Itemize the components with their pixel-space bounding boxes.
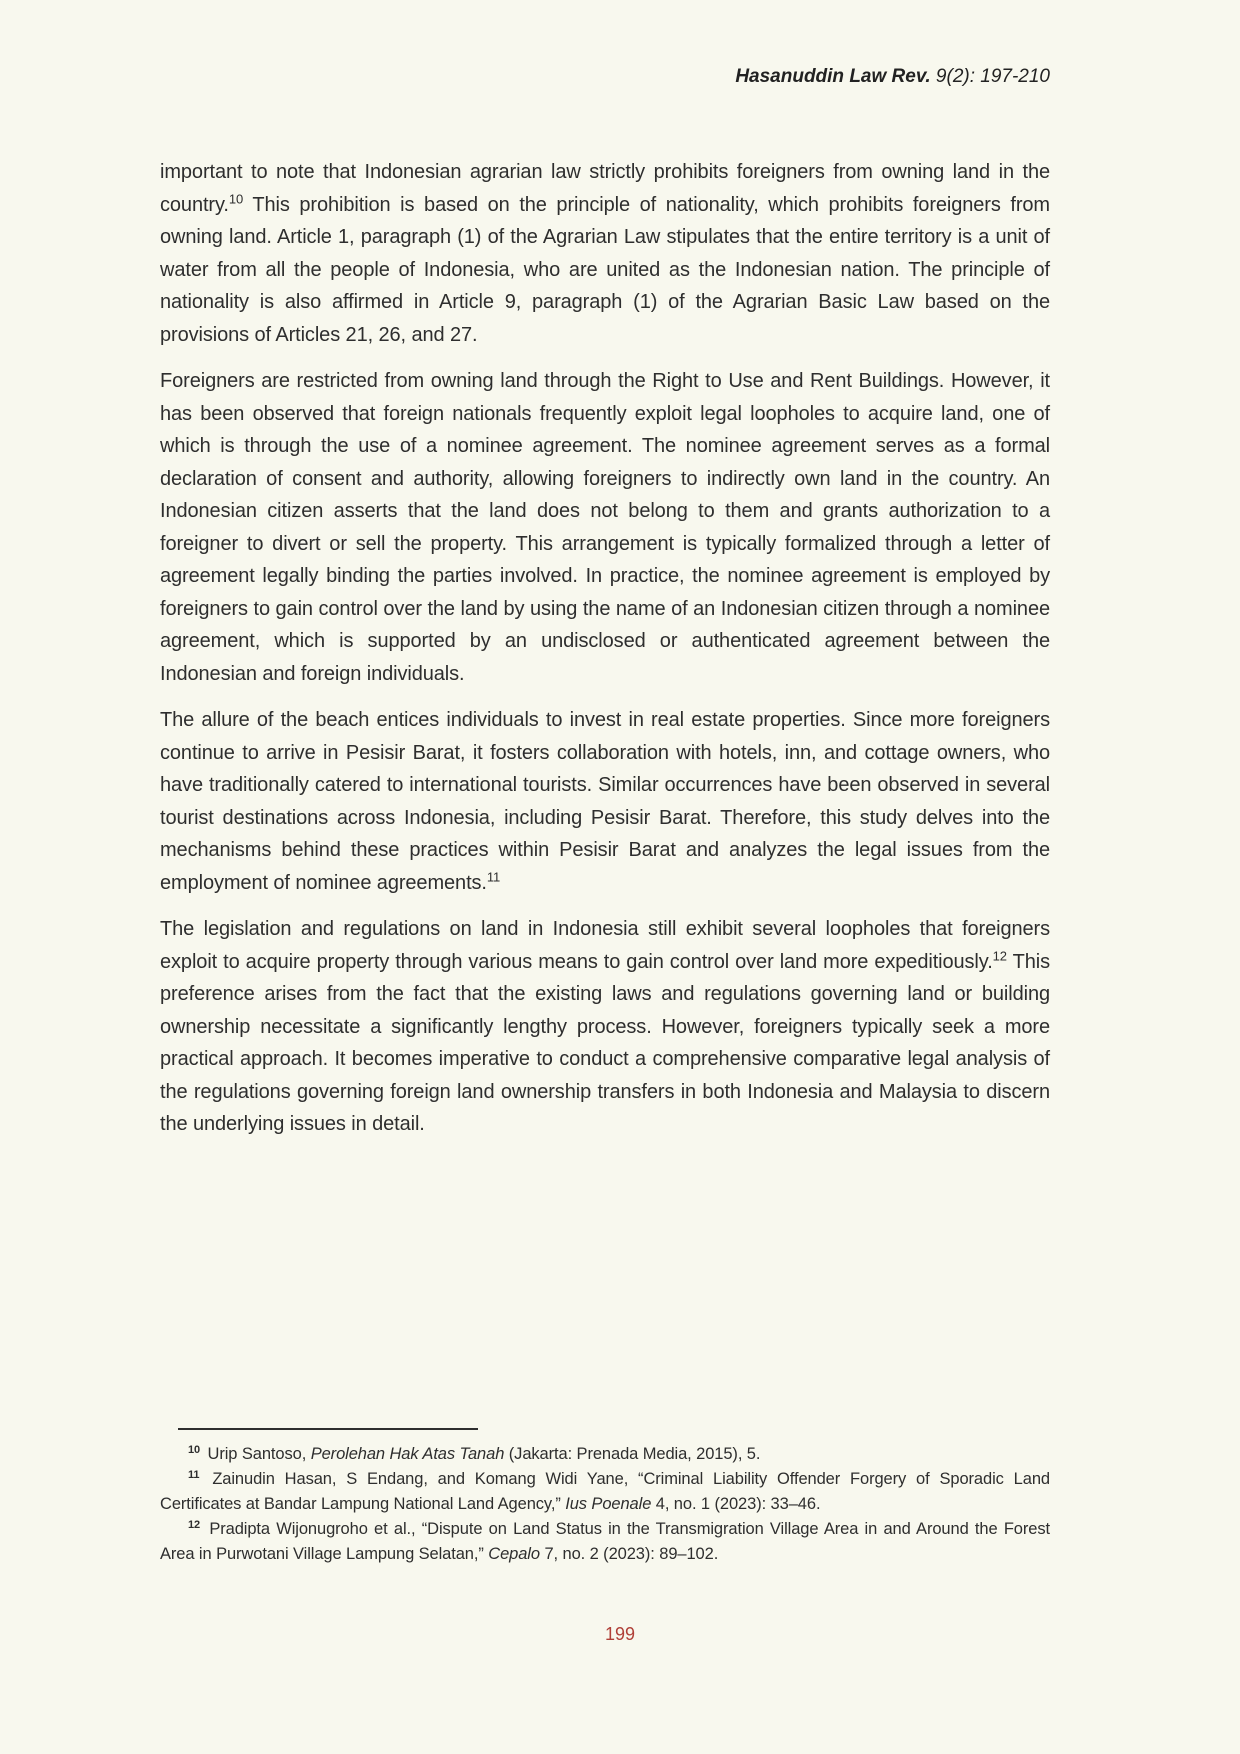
body-paragraph	[160, 704, 1050, 899]
text-segment: This preference arises from the fact that the existing laws and regulations governing land or building ownership necessitate a significantly lengthy process. However, foreigners typically seek a more practical approach. It becomes imperative to conduct a comprehensive comparative legal analysis of the regulations governing foreign land ownership transfers in both Indonesia and Malaysia to discern the underlying issues in detail.	[160, 950, 1050, 1135]
text-segment: 7, no. 2 (2023): 89–102.	[539, 1545, 719, 1563]
text-segment: Cepalo	[488, 1545, 540, 1563]
footnote-number: 11	[188, 1468, 200, 1481]
text-segment: Perolehan Hak Atas Tanah	[310, 1445, 505, 1463]
text-segment: The legislation and regulations on land in Indonesia still exhibit several loopholes that foreigners exploit to acquire property through various means to gain control over land more expeditiously.	[160, 918, 1050, 973]
text-segment: Urip Santoso,	[203, 1445, 311, 1463]
footnotes-list	[160, 1442, 1050, 1567]
footnote	[160, 1442, 1050, 1467]
text-segment: Zainudin Hasan, S Endang, and Komang Widi Yane, “Criminal Liability Offender Forgery of Sporadic Land Certificates at Bandar Lampung National Land Agency,”	[160, 1470, 1050, 1513]
footnote-number: 12	[188, 1518, 201, 1531]
text-segment: (Jakarta: Prenada Media, 2015), 5.	[504, 1445, 761, 1463]
text-segment: Ius Poenale	[565, 1495, 652, 1513]
text-segment: Foreigners are restricted from owning land through the Right to Use and Rent Buildings. However, it has been observed that foreign nationals frequently exploit legal loopholes to acquire land, one of which is through the use of a nominee agreement. The nominee agreement serves as a formal declaration of consent and authority, allowing foreigners to indirectly own land in the country. An Indonesian citizen asserts that the land does not belong to them and grants authorization to a foreigner to divert or sell the property. This arrangement is typically formalized through a letter of agreement legally binding the parties involved. In practice, the nominee agreement is employed by foreigners to gain control over the land by using the name of an Indonesian citizen through a nominee agreement, which is supported by an undisclosed or authenticated agreement between the Indonesian and foreign individuals.	[160, 370, 1050, 685]
journal-name: Hasanuddin Law Rev.	[735, 66, 931, 87]
footnote-ref: 11	[486, 868, 501, 884]
footnote-separator	[178, 1428, 478, 1430]
body-paragraph	[160, 156, 1050, 351]
text-segment: 4, no. 1 (2023): 33–46.	[651, 1495, 821, 1513]
footnote-ref: 10	[228, 190, 244, 206]
page-footer	[0, 1624, 1240, 1645]
journal-header	[160, 66, 1050, 88]
footnote-number: 10	[188, 1443, 201, 1456]
text-segment: Pradipta Wijonugroho et al., “Dispute on Land Status in the Transmigration Village Area in and Around the Forest Area in Purwotani Village Lampung Selatan,”	[160, 1520, 1050, 1563]
footnote-ref: 12	[992, 947, 1007, 963]
footnotes-section	[160, 1428, 1050, 1567]
footnote	[160, 1517, 1050, 1567]
journal-issue: 9(2): 197-210	[930, 66, 1050, 87]
page-number: 199	[604, 1624, 636, 1644]
body-paragraph	[160, 365, 1050, 690]
footnote	[160, 1467, 1050, 1517]
body-paragraph	[160, 913, 1050, 1141]
text-segment: This prohibition is based on the principle of nationality, which prohibits foreigners from owning land. Article 1, paragraph (1) of the Agrarian Law stipulates that the entire territory is a unit of water from all the people of Indonesia, who are united as the Indonesian nation. The principle of nationality is also affirmed in Article 9, paragraph (1) of the Agrarian Basic Law based on the provisions of Articles 21, 26, and 27.	[160, 193, 1050, 346]
text-segment: The allure of the beach entices individuals to invest in real estate properties. Since more foreigners continue to arrive in Pesisir Barat, it fosters collaboration with hotels, inn, and cottage owners, who have traditionally catered to international tourists. Similar occurrences have been observed in several tourist destinations across Indonesia, including Pesisir Barat. Therefore, this study delves into the mechanisms behind these practices within Pesisir Barat and analyzes the legal issues from the employment of nominee agreements.	[160, 709, 1050, 894]
text-segment: important to note that Indonesian agrarian law strictly prohibits foreigners from owning land in the country.	[160, 161, 1050, 216]
article-body	[160, 156, 1050, 1155]
